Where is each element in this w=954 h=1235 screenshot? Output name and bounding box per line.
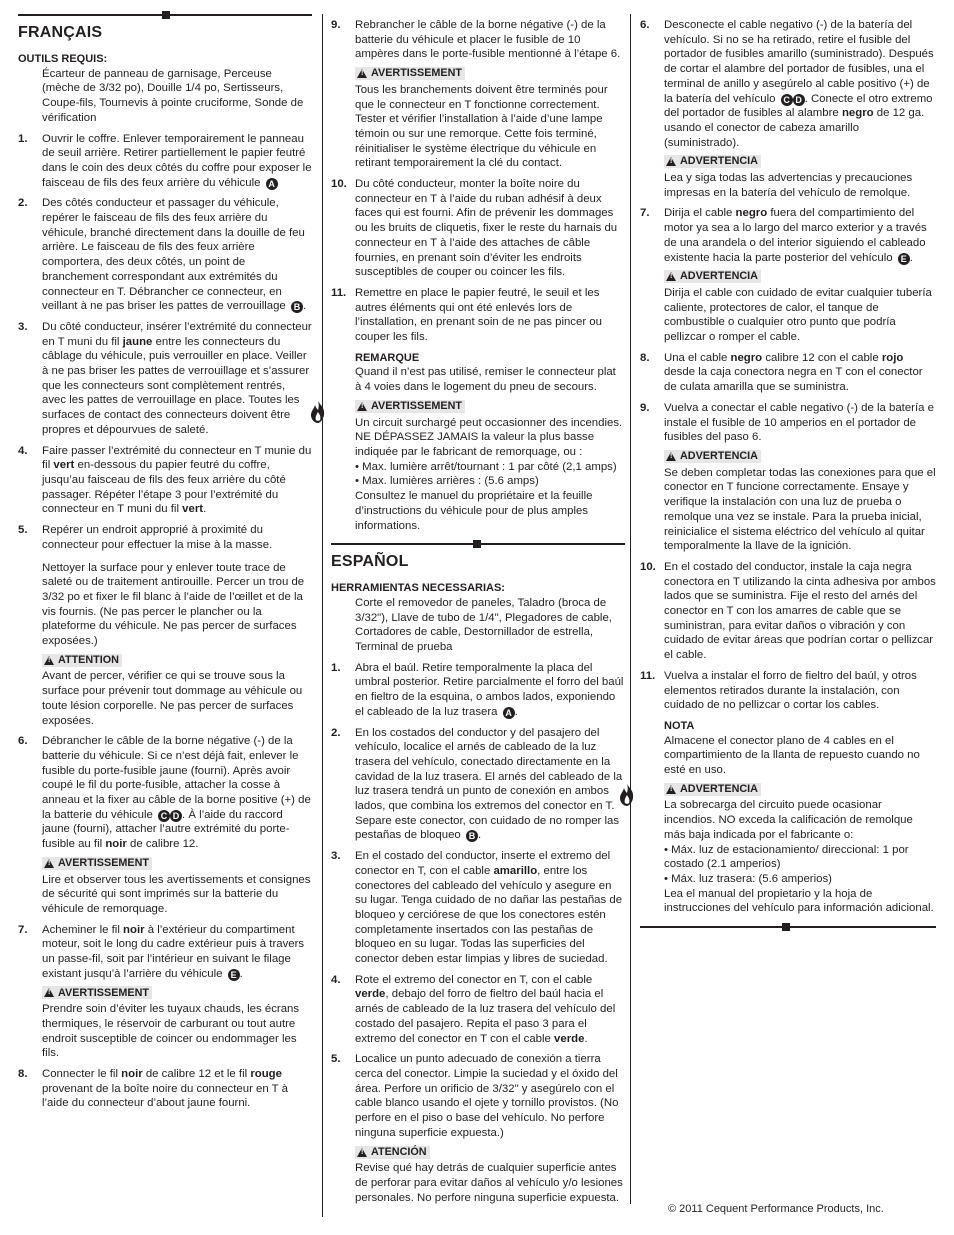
warning-block-3: ! AVERTISSEMENT Tous les branchements doivent être terminés pour que le connecteur en T fonctionne correctement. Tester et vérifier l’installation à l’aide d’une lampe témoin ou sur une remorque. Cette fois terminé, réinitialiser le système électrique du véhicule en retirant temporairement la clé du contact. bbox=[331, 67, 625, 171]
copyright: © 2011 Cequent Performance Products, Inc. bbox=[668, 1203, 884, 1215]
remarque-block: REMARQUE Quand il n’est pas utilisé, remiser le connecteur plat à 4 voies dans le logement du pneu de secours. bbox=[355, 351, 616, 394]
step-5: 5. Repérer un endroit approprié à proximité du connecteur pour effectuer la mise à la masse. bbox=[18, 524, 273, 551]
warning-block-2: ! AVERTISSEMENT Prendre soin d’éviter les tuyaux chauds, les écrans thermiques, le réservoir de carburant ou tout autre endroit susceptible de coincer ou endommager les fils. bbox=[18, 986, 312, 1061]
column-divider-2 bbox=[630, 14, 631, 1204]
warning-icon bbox=[357, 402, 367, 411]
warning-icon bbox=[666, 272, 676, 281]
warning-icon bbox=[44, 988, 54, 997]
step-7: 7. Acheminer le fil noir à l’extérieur du compartiment moteur, soit le long du cadre extérieur puis à travers un passe-fil, soit par l’intérieur en suivant le filage existant jusqu’à l’arrière du véhicule E . bbox=[18, 923, 305, 980]
warning-icon bbox=[666, 785, 676, 794]
callout-a-icon: A bbox=[503, 707, 515, 719]
step-3: 3. En el costado del conductor, inserte el extremo del conector en T, con el cable amarillo, entre los conectores del cableado del vehículo y asegure en su lugar. Tenga cuidado de no dañar las pestañas de bloqueo y cerciórese de que los conectores estén completamente insertados con las pestañas de bloqueo en su lugar. Todas las superficies del conector deben estar limpias y libres de suciedad. bbox=[331, 850, 623, 966]
callout-a-icon: A bbox=[266, 178, 278, 190]
warning-block-4: ! AVERTISSEMENT Un circuit surchargé peut occasionner des incendies. NE DÉPASSEZ JAMAIS la valeur la plus basse indiquée par le fabricant de remorquage, ou : • Max. lumière arrêt/tournant : 1 par côté (2,1 amps) • Max. lumières arrières : (5.6 amps) Consultez le manuel du propriétaire et la feuille d’instructions du véhicule pour de plus amples informations. bbox=[331, 400, 625, 533]
tools-label: OUTILS REQUIS: bbox=[18, 53, 108, 65]
step-1: 1. Abra el baúl. Retire temporalmente la placa del umbral posterior. Retire parcialmente el forro del baúl en fieltro de la esquina, o ambos lados, exponiendo el cableado de la luz trasera A . bbox=[331, 661, 624, 718]
step-7: 7. Dirija el cable negro fuera del compartimiento del motor ya sea a lo largo del marco exterior y a través de una arandela o del interior siguiendo el cableado existente hacia la parte posterior del vehículo E . bbox=[640, 207, 927, 264]
warning-icon bbox=[357, 69, 367, 78]
advertencia-block-1: ! ADVERTENCIA Lea y siga todas las advertencias y precauciones impresas en la batería del vehículo de remolque. bbox=[640, 155, 936, 200]
atencion-block: ! ATENCIÓN Revise qué hay detrás de cualquier superficie antes de perforar para evitar daños al vehículo y/o lesiones personales. No perfore ninguna superficie expuesta. bbox=[331, 1146, 625, 1206]
callout-c-icon: C bbox=[158, 810, 170, 822]
tools-text: Écarteur de panneau de garnisage, Perceuse (mèche de 3/32 po), Douille 1/4 po, Sertisseurs, Coupe-fils, Tournevis à pointe cruciforme, Sonde de vérification bbox=[42, 67, 304, 124]
step-4: 4. Faire passer l’extrémité du connecteur en T munie du fil vert en-dessous du papier feutré du coffre, jusqu’au faisceau de fils des feux arrière du côté passager. Répéter l’étape 3 pour l’extrémité du connecteur en T muni du fil vert. bbox=[18, 444, 312, 516]
callout-d-icon: D bbox=[793, 94, 805, 106]
tools-text: Corte el removedor de paneles, Taladro (broca de 3/32"), Llave de tubo de 1/4", Plegadores de cable, Cortadores de cable, Destornillador de estrella, Terminal de prueba bbox=[355, 596, 612, 654]
callout-c-icon: C bbox=[781, 94, 793, 106]
step-11: 11. Vuelva a instalar el forro de fieltro del baúl, y otros elementos retirados durante la instalación, con cuidado de no pellizcar o cortar los cables. bbox=[640, 669, 917, 712]
warning-icon bbox=[44, 859, 54, 868]
warning-icon bbox=[666, 452, 676, 461]
callout-b-icon: B bbox=[291, 301, 303, 313]
step-9: 9. Vuelva a conectar el cable negativo (-) de la batería e instale el fusible de 10 amperios en el portador de fusibles del paso 6. bbox=[640, 401, 934, 444]
fire-icon bbox=[618, 783, 636, 807]
step-5-detail: Nettoyer la surface pour y enlever toute trace de saleté ou de traitement antirouille. Percer un trou de 3/32 po et fixer le fil blanc à l’aide de l’œillet et de la vis fournis. (Ne pas percer le plancher ou la plateforme du véhicule. Ne pas percer de surfaces exposées.) bbox=[42, 561, 305, 648]
section-rule bbox=[18, 14, 312, 16]
column-french-1 bbox=[18, 14, 312, 1219]
section-rule bbox=[331, 543, 625, 545]
step-4: 4. Rote el extremo del conector en T, con el cable verde, debajo del forro de fieltro del baúl hacia el arnés de cableado de la luz trasera del vehículo del costado del pasajero. Repita el paso 3 para el extremo del conector en T con el cable verde. bbox=[331, 973, 616, 1045]
advertencia-block-3: ! ADVERTENCIA Se deben completar todas las conexiones para que el conector en T funcione correctamente. Ensaye y verifique la instalación con una luz de prueba o remolque una vez se instale. Para la prueba inicial, reinicialice el sistema eléctrico del vehículo al quitar temporalmente la llave de la ignición. bbox=[640, 450, 936, 554]
step-9: 9. Rebrancher le câble de la borne négative (-) de la batterie du véhicule et placer le fusible de 10 ampères dans le porte-fusible mentionné à l’étape 6. bbox=[331, 19, 621, 61]
step-1: 1. Ouvrir le coffre. Enlever temporairement le panneau de seuil arrière. Retirer partiellement le papier feutré dans le coin des deux côtés du coffre pour exposer le faisceau de fils des feux arrière du véhicule A bbox=[18, 132, 312, 189]
nota-block: NOTA Almacene el conector plano de 4 cables en el compartimiento de la llanta de repuesto cuando no esté en uso. bbox=[664, 719, 920, 777]
warning-icon bbox=[44, 656, 54, 665]
spanish-title: ESPAÑOL bbox=[331, 553, 409, 571]
step-10: 10. Du côté conducteur, monter la boîte noire du connecteur en T à l’aide du ruban adhésif à deux faces qui est fourni. Afin de prévenir les dommages ou les bruits de cliquetis, fixer le reste du harnais du connecteur en T à l’aide des attaches de câble fournies, en prenant soin d’éviter les endroits susceptibles de couper ou coincer les fils. bbox=[331, 178, 618, 279]
column-spanish-2 bbox=[640, 14, 936, 1219]
fire-icon bbox=[309, 400, 327, 424]
advertencia-block-2: ! ADVERTENCIA Dirija el cable con cuidado de evitar cualquier tubería caliente, protectores de calor, el tanque de combustible o cualquier otro punto que podría pellizcar o romper el cable. bbox=[640, 270, 936, 345]
step-5: 5. Localice un punto adecuado de conexión a tierra cerca del conector. Limpie la suciedad y el óxido del área. Perfore un orificio de 3/32" y asegúrelo con el cable blanco usando el ojete y tornillo provistos. (No perfore en el piso o base del vehículo. No perfore ninguna superficie expuesta.) bbox=[331, 1053, 619, 1139]
callout-d-icon: D bbox=[170, 810, 182, 822]
warning-icon bbox=[666, 157, 676, 166]
callout-b-icon: B bbox=[466, 830, 478, 842]
tools-label: HERRAMIENTAS NECESSARIAS: bbox=[331, 582, 505, 595]
warning-block-1: ! AVERTISSEMENT Lire et observer tous les avertissements et consignes de sécurité qui sont imprimés sur la batterie du véhicule de remorquage. bbox=[18, 857, 312, 917]
attention-block: ! ATTENTION Avant de percer, vérifier ce qui se trouve sous la surface pour prévenir tout dommage au véhicule ou toute lésion corporelle. Ne pas percer de surfaces exposées. bbox=[18, 654, 312, 729]
step-2: 2. Des côtés conducteur et passager du véhicule, repérer le faisceau de fils des feux arrière du véhicule, branché directement dans la douille de feu arrière. Le faisceau de fils des feux arrière comportera, des deux côtés, un point de branchement correspondant aux extrémités du connecteur en T. Débrancher ce connecteur, en veillant à ne pas briser les pattes de verrouillage B . bbox=[18, 197, 307, 313]
step-3: 3. Du côté conducteur, insérer l’extrémité du connecteur en T muni du fil jaune entre les connecteurs du câblage du véhicule, puis verrouiller en place. Veiller à ne pas briser les pattes de verrouillage et s’assurer que les connecteurs sont complètement rentrés, avec les pattes de verrouillage en place. Toutes les surfaces de contact des connecteurs doivent être propres et dépourvues de saleté. bbox=[18, 320, 312, 436]
step-2: 2. En los costados del conductor y del pasajero del vehículo, localice el arnés de cableado de la luz trasera del vehículo, conectado directamente en la cavidad de la luz trasera. El arnés del cableado de la luz trasera tendrá un punto de conexión en ambos lados, que combina los extremos del conector en T. Separe este conector, con cuidado de no romper las pestañas de bloqueo B . bbox=[331, 726, 623, 842]
warning-icon bbox=[357, 1148, 367, 1157]
callout-e-icon: E bbox=[228, 969, 240, 981]
column-divider-1 bbox=[322, 14, 323, 1217]
section-rule bbox=[640, 926, 936, 928]
step-11: 11. Remettre en place le papier feutré, le seuil et les autres éléments qui ont été enlevés lors de l’installation, en prenant soin de ne pas pincer ou couper les fils. bbox=[331, 286, 602, 344]
column-french-2 bbox=[331, 14, 625, 1219]
step-6: 6. Desconecte el cable negativo (-) de la batería del vehículo. Si no se ha retirado, retire el fusible del portador de fusibles amarillo (suministrado). Después de cortar el alambre del portador de fusibles, una el terminal de anillo y asegúrelo al cable positivo (+) de la batería del vehículo C D . Conecte el otro extremo del portador de fusibles al alambre negro de 12 ga. usando el conector de cabeza amarillo (suministrado). bbox=[640, 19, 934, 149]
french-title: FRANÇAIS bbox=[18, 24, 103, 41]
step-10: 10. En el costado del conductor, instale la caja negra conectora en T utilizando la cinta adhesiva por ambos lados que se suministra. Fije el resto del arnés del conector en T con los amarres de cable que se suministran, para evitar daños o vibración y con cuidado de evitar áreas que podrían cortar o pellizcar el cable. bbox=[640, 560, 936, 662]
step-8: 8. Una el cable negro calibre 12 con el cable rojo desde la caja conectora negra en T con el conector de culata amarilla que se suministra. bbox=[640, 351, 923, 394]
advertencia-block-4: ! ADVERTENCIA La sobrecarga del circuito puede ocasionar incendios. NO exceda la calificación de remolque más baja indicada por el fabricante o: • Máx. luz de estacionamiento/ direccional: 1 por costado (2.1 amperios) • Máx. luz trasera: (5.6 amperios) Lea el manual del propietario y la hoja de instrucciones del vehículo para información adicional. bbox=[640, 783, 936, 916]
step-8: 8. Connecter le fil noir de calibre 12 et le fil rouge provenant de la boîte noire du connecteur en T à l’aide du connecteur d’about jaune fourni. bbox=[18, 1068, 288, 1110]
callout-e-icon: E bbox=[898, 253, 910, 265]
step-6: 6. Débrancher le câble de la borne négative (-) de la batterie du véhicule. Si ce n’est déjà fait, enlever le fusible du porte-fusible jaune (fourni). Après avoir coupé le fil du porte-fusible, attacher la cosse à anneau et la fixer au câble de la borne positive (+) de la batterie du véhicule C D . À l’aide du raccord jaune (fourni), attacher l’autre extrémité du porte-fusible au fil noir de calibre 12. bbox=[18, 735, 311, 851]
